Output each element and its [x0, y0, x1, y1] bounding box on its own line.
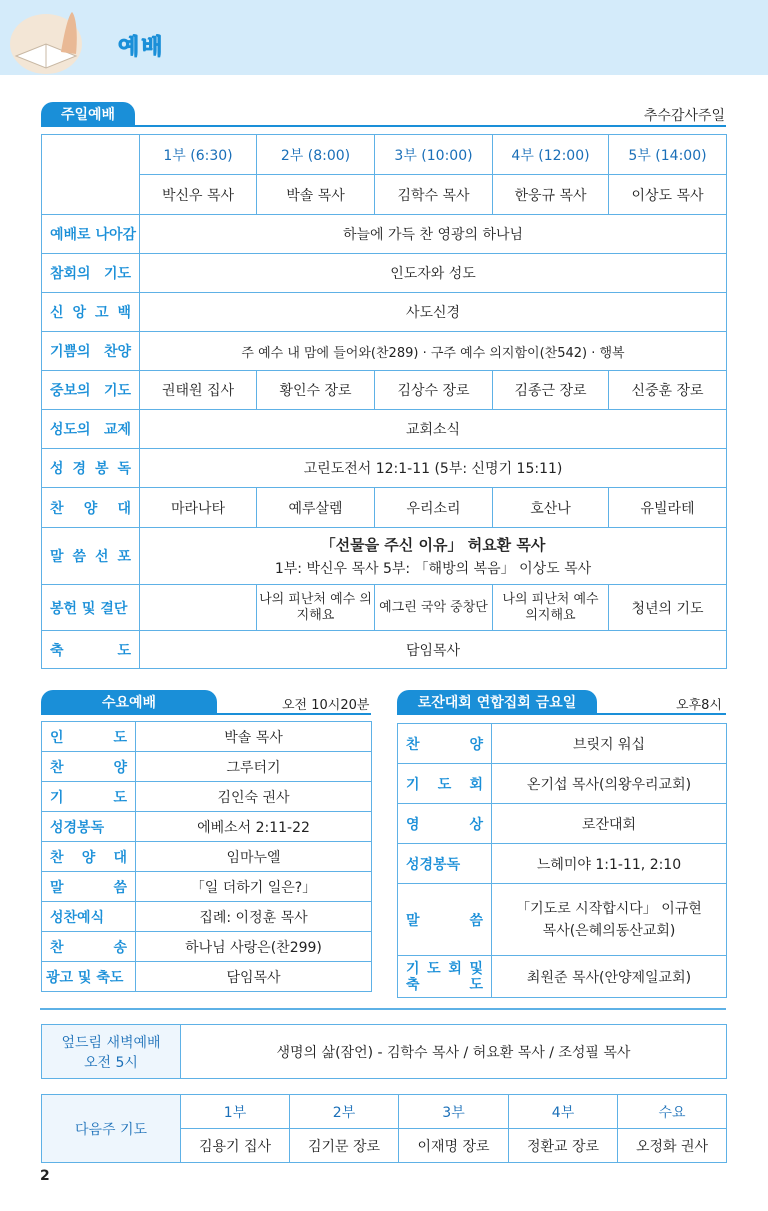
row-label: 찬 양 대: [42, 488, 140, 528]
row-value: [140, 585, 257, 631]
row-value: 주 예수 내 맘에 들어와(찬289) · 구주 예수 의지함이(찬542) · 행복: [140, 332, 727, 371]
row-value: 김종근 장로: [493, 371, 609, 410]
row-label: 영 상: [398, 804, 492, 844]
friday-tab-line: [397, 713, 726, 715]
row-value: 브릿지 워십: [492, 724, 727, 764]
row-label: 축 도: [42, 631, 140, 669]
row-label: 광고 및 축도: [42, 962, 136, 992]
row-value: 온기섭 목사(의왕우리교회): [492, 764, 727, 804]
row-label: 성 경 봉 독: [42, 449, 140, 488]
friday-service-tab: 로잔대회 연합집회 금요일: [397, 690, 597, 714]
row-value: 그루터기: [136, 752, 372, 782]
row-label: 성도의 교제: [42, 410, 140, 449]
row-value: 느헤미야 1:1-11, 2:10: [492, 844, 727, 884]
row-value: 유빌라테: [609, 488, 727, 528]
row-label: 찬 송: [42, 932, 136, 962]
row-value: 권태원 집사: [140, 371, 257, 410]
row-label: 기 도 회 및 축 도: [398, 956, 492, 998]
row-value: 교회소식: [140, 410, 727, 449]
friday-service-table: [397, 723, 727, 998]
next-prayer-header: 1부: [181, 1095, 290, 1129]
next-prayer-label: 다음주 기도: [42, 1095, 181, 1163]
row-value: 나의 피난처 예수 의지해요: [257, 585, 375, 631]
row-label: 기 도: [42, 782, 136, 812]
next-prayer-name: 이재명 장로: [399, 1129, 509, 1163]
row-value: 나의 피난처 예수 의지해요: [493, 585, 609, 631]
row-label: 말 씀: [398, 884, 492, 956]
wednesday-service-tab: 수요예배: [41, 690, 217, 714]
row-label: 기 도 회: [398, 764, 492, 804]
service-header: 2부 (8:00): [257, 135, 375, 175]
row-value: 김인숙 권사: [136, 782, 372, 812]
row-value: 고린도전서 12:1-11 (5부: 신명기 15:11): [140, 449, 727, 488]
row-value: 「일 더하기 일은?」: [136, 872, 372, 902]
praying-hands-bible-icon: [6, 4, 112, 74]
preacher-cell: 김학수 목사: [375, 175, 493, 215]
preacher-cell: 박신우 목사: [140, 175, 257, 215]
sermon-title: 「선물을 주신 이유」 허요환 목사: [320, 536, 546, 554]
next-prayer-header: 수요: [618, 1095, 727, 1129]
row-label: 예배로 나아감: [42, 215, 140, 254]
next-prayer-header: 2부: [290, 1095, 399, 1129]
row-value: 박솔 목사: [136, 722, 372, 752]
service-header: 3부 (10:00): [375, 135, 493, 175]
row-value: 하나님 사랑은(찬299): [136, 932, 372, 962]
row-value: 「기도로 시작합시다」 이규현 목사(은혜의동산교회): [492, 884, 727, 956]
next-prayer-table: [41, 1094, 727, 1163]
dawn-label-cell: [42, 1025, 181, 1079]
row-label: 말 씀: [42, 872, 136, 902]
row-label: 인 도: [42, 722, 136, 752]
row-value: 예그린 국악 중창단: [375, 585, 493, 631]
row-value: 임마누엘: [136, 842, 372, 872]
row-label: 성찬예식: [42, 902, 136, 932]
next-prayer-name: 정환교 장로: [509, 1129, 618, 1163]
row-value: 사도신경: [140, 293, 727, 332]
service-header: 4부 (12:00): [493, 135, 609, 175]
sunday-note: 추수감사주일: [643, 108, 725, 124]
row-label: 찬 양: [398, 724, 492, 764]
service-header: 1부 (6:30): [140, 135, 257, 175]
row-value: 김상수 장로: [375, 371, 493, 410]
row-value: 담임목사: [140, 631, 727, 669]
page-header: [0, 0, 768, 75]
row-value: 최원준 목사(안양제일교회): [492, 956, 727, 998]
row-label: 성경봉독: [398, 844, 492, 884]
preacher-cell: 박솔 목사: [257, 175, 375, 215]
row-label: 찬 양: [42, 752, 136, 782]
page-number: 2: [40, 1168, 50, 1184]
row-value: 에베소서 2:11-22: [136, 812, 372, 842]
row-value: 인도자와 성도: [140, 254, 727, 293]
next-prayer-name: 김용기 집사: [181, 1129, 290, 1163]
row-value: 하늘에 가득 찬 영광의 하나님: [140, 215, 727, 254]
next-prayer-header: 3부: [399, 1095, 509, 1129]
friday-note: 오후8시: [676, 698, 722, 713]
row-label: 봉헌 및 결단: [42, 585, 140, 631]
row-label: 성경봉독: [42, 812, 136, 842]
row-value: 로잔대회: [492, 804, 727, 844]
row-value: 황인수 장로: [257, 371, 375, 410]
row-label: 참회의 기도: [42, 254, 140, 293]
sunday-tab-line: [41, 125, 726, 127]
sermon-cell: [140, 528, 727, 585]
next-prayer-header: 4부: [509, 1095, 618, 1129]
corner-cell: [42, 135, 140, 215]
row-value: 신중훈 장로: [609, 371, 727, 410]
next-prayer-name: 김기문 장로: [290, 1129, 399, 1163]
preacher-cell: 한웅규 목사: [493, 175, 609, 215]
next-prayer-name: 오정화 권사: [618, 1129, 727, 1163]
dawn-service-value: 생명의 삶(잠언) - 김학수 목사 / 허요환 목사 / 조성필 목사: [181, 1025, 727, 1079]
row-value: 담임목사: [136, 962, 372, 992]
dawn-service-table: [41, 1024, 727, 1079]
row-label: 찬 양 대: [42, 842, 136, 872]
row-label: 말 씀 선 포: [42, 528, 140, 585]
dawn-service-name: 엎드림 새벽예배: [61, 1034, 161, 1051]
wednesday-service-table: [41, 721, 372, 992]
row-value: 호산나: [493, 488, 609, 528]
row-label: 신 앙 고 백: [42, 293, 140, 332]
row-value: 청년의 기도: [609, 585, 727, 631]
page-title: 예배: [118, 35, 165, 60]
row-value: 집례: 이정훈 목사: [136, 902, 372, 932]
row-label: 기쁨의 찬양: [42, 332, 140, 371]
row-value: 마라나타: [140, 488, 257, 528]
row-value: 예루살렘: [257, 488, 375, 528]
row-value: 우리소리: [375, 488, 493, 528]
row-label: 중보의 기도: [42, 371, 140, 410]
sunday-service-tab: 주일예배: [41, 102, 135, 126]
dawn-service-time: 오전 5시: [84, 1054, 138, 1071]
sermon-subtitle: 1부: 박신우 목사 5부: 「해방의 복음」 이상도 목사: [274, 561, 592, 577]
wednesday-tab-line: [41, 713, 371, 715]
preacher-cell: 이상도 목사: [609, 175, 727, 215]
section-divider: [40, 1008, 726, 1010]
sunday-service-table: [41, 134, 727, 669]
service-header: 5부 (14:00): [609, 135, 727, 175]
wednesday-note: 오전 10시20분: [282, 698, 370, 713]
